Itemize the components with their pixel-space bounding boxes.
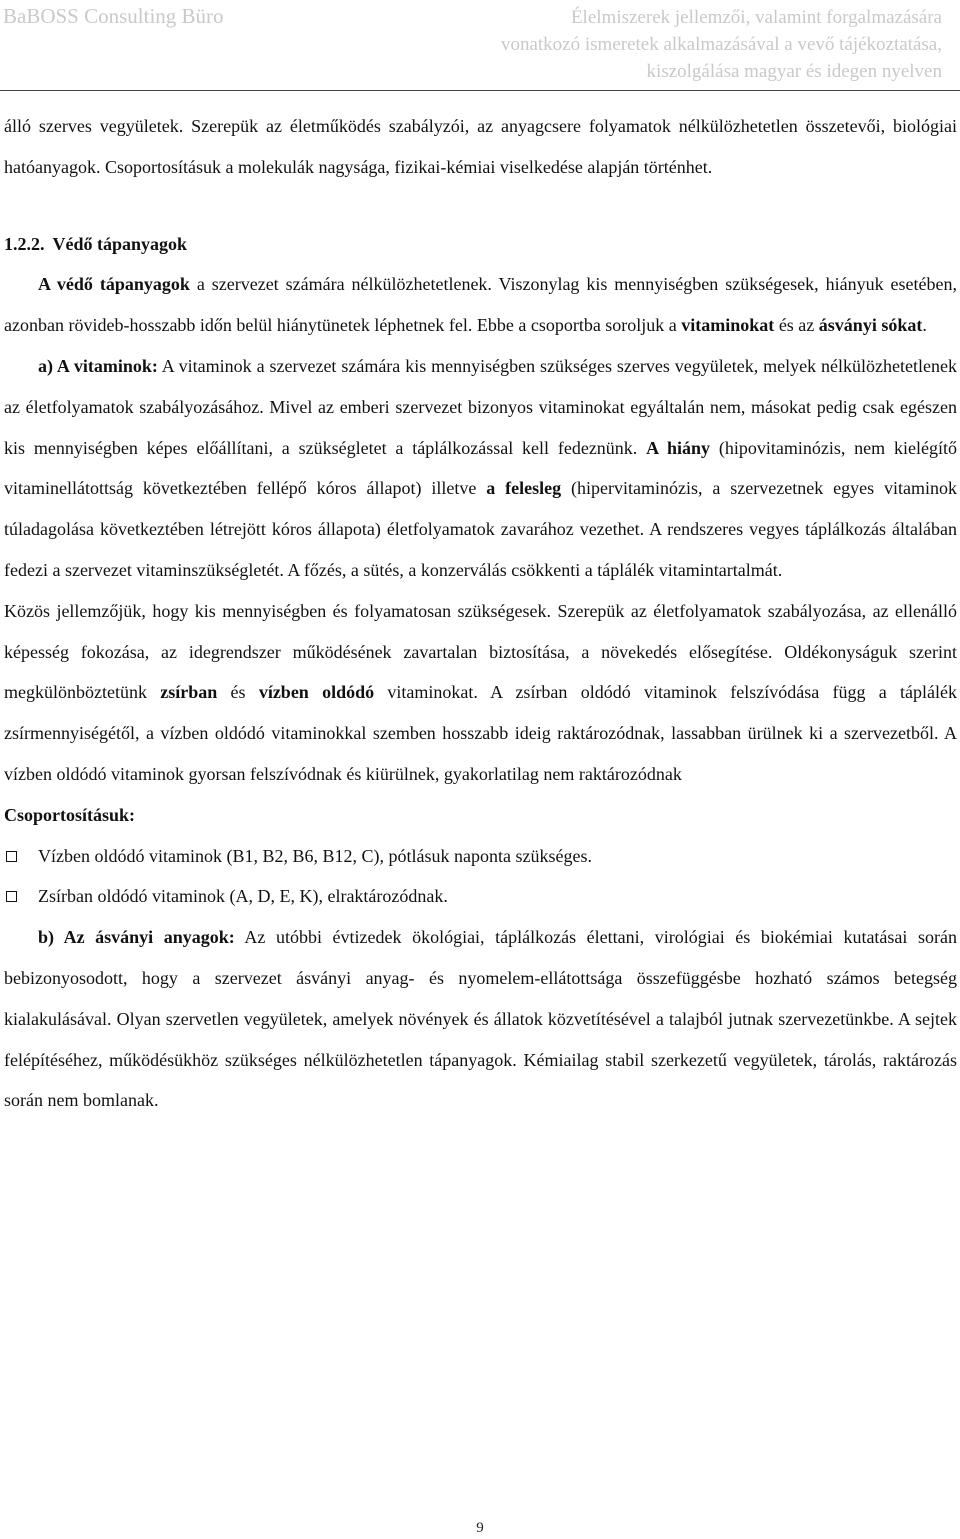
intro-paragraph: álló szerves vegyületek. Szerepük az életműködés szabályzói, az anyagcsere folyamatok nélkülözhetetlen összetevői, biológiai hatóanyagok. Csoportosításuk a molekulák nagysága, fizikai-kémiai viselkedése alapján történhet. bbox=[4, 116, 957, 177]
section-title: Védő tápanyagok bbox=[52, 233, 188, 254]
list-item: Zsírban oldódó vitaminok (A, D, E, K), elraktározódnak. bbox=[4, 876, 957, 917]
company-name: BaBOSS Consulting Büro bbox=[3, 4, 224, 28]
document-title-line-2: vonatkozó ismeretek alkalmazásával a vevő tájékoztatása, bbox=[500, 34, 942, 55]
checkbox-bullet-icon bbox=[6, 851, 17, 862]
minerals-label: b) Az ásványi anyagok: bbox=[38, 927, 235, 948]
vitamins-paragraph: a) A vitaminok: A vitaminok a szervezet számára kis mennyiségben szükséges szerves vegyületek, melyek nélkülözhetetlenek az életfolyamatok szabályozásához. Mivel az emberi szervezet bizonyos vitaminokat egyáltalán nem, másokat pedig csak egészen kis mennyiségben képes előállítani, a szükségletet a táplálkozással kell fedeznünk. A hiány (hipovitaminózis, nem kielégítő vitaminellátottság következtében fellépő kóros állapot) illetve a felesleg (hipervitaminózis, a szervezetnek egyes vitaminok túladagolása következtében létrejött kóros állapota) életfolyamatok zavarához vezethet. A rendszeres vegyes táplálkozás általában fedezi a szervezet vitaminszükségletét. A főzés, a sütés, a konzerválás csökkenti a táplálék vitamintartalmát. bbox=[4, 355, 957, 580]
document-title-line-3: kiszolgálása magyar és idegen nyelven bbox=[646, 61, 942, 82]
zsirban-term: zsírban bbox=[160, 682, 218, 703]
asvanyi-sok-term: ásványi sókat bbox=[818, 315, 923, 336]
grouping-label: Csoportosításuk: bbox=[4, 804, 136, 825]
vitamin-group-list bbox=[4, 836, 957, 918]
minerals-paragraph: b) Az ásványi anyagok: Az utóbbi évtizedek ökológiai, táplálkozás élettani, virológiai és biokémiai kutatásai során bebizonyosodott, hogy a szervezet ásványi anyag- és nyomelem-ellátottsága összefüggésbe hozható számos betegség kialakulásával. Olyan szervetlen vegyületek, amelyek növények és állatok közvetítésével a talajból jutnak szervezetünkbe. A sejtek felépítéséhez, működésükhöz szükséges nélkülözhetetlen tápanyagok. Kémiailag stabil szerkezetű vegyületek, tárolás, raktározás során nem bomlanak. bbox=[4, 927, 957, 1111]
felesleg-term: a felesleg bbox=[486, 478, 562, 499]
document-title-line-1: Élelmiszerek jellemzői, valamint forgalmazására bbox=[570, 7, 942, 28]
page-header bbox=[0, 0, 960, 92]
section-lead-paragraph: A védő tápanyagok a szervezet számára nélkülözhetetlenek. Viszonylag kis mennyiségben szükségesek, hiányuk esetében, azonban rövideb-hosszabb időn belül hiánytünetek léphetnek fel. Ebbe a csoportba soroljuk a vitaminokat és az ásványi sókat. bbox=[4, 274, 957, 336]
checkbox-bullet-icon bbox=[6, 891, 17, 902]
document-title bbox=[501, 4, 942, 85]
section-number: 1.2.2. bbox=[4, 233, 45, 254]
page-number: 9 bbox=[476, 1520, 484, 1536]
header-divider bbox=[0, 90, 960, 91]
lead-bold: A védő tápanyagok bbox=[38, 274, 190, 295]
list-item: Vízben oldódó vitaminok (B1, B2, B6, B12, C), pótlásuk naponta szükséges. bbox=[4, 836, 957, 877]
vizben-term: vízben oldódó bbox=[258, 682, 375, 703]
hiany-term: A hiány bbox=[646, 437, 711, 458]
section-heading bbox=[4, 224, 957, 265]
vitaminokat-term: vitaminokat bbox=[681, 315, 775, 336]
vitamins-label: a) A vitaminok: bbox=[38, 355, 158, 376]
vitamins-common-paragraph: Közös jellemzőjük, hogy kis mennyiségben és folyamatosan szükségesek. Szerepük az életfolyamatok szabályozása, az ellenálló képesség fokozása, az idegrendszer működésének zavartalan biztosítása, a növekedés elősegítése. Oldékonyságuk szerint megkülönböztetünk zsírban és vízben oldódó vitaminokat. A zsírban oldódó vitaminok felszívódása függ a táplálék zsírmennyiségétől, a vízben oldódó vitaminokkal szemben hosszabb ideig raktározódnak, lassabban ürülnek ki a szervezetből. A vízben oldódó vitaminok gyorsan felszívódnak és kiürülnek, gyakorlatilag nem raktározódnak bbox=[4, 600, 957, 784]
page-body bbox=[4, 106, 957, 1121]
